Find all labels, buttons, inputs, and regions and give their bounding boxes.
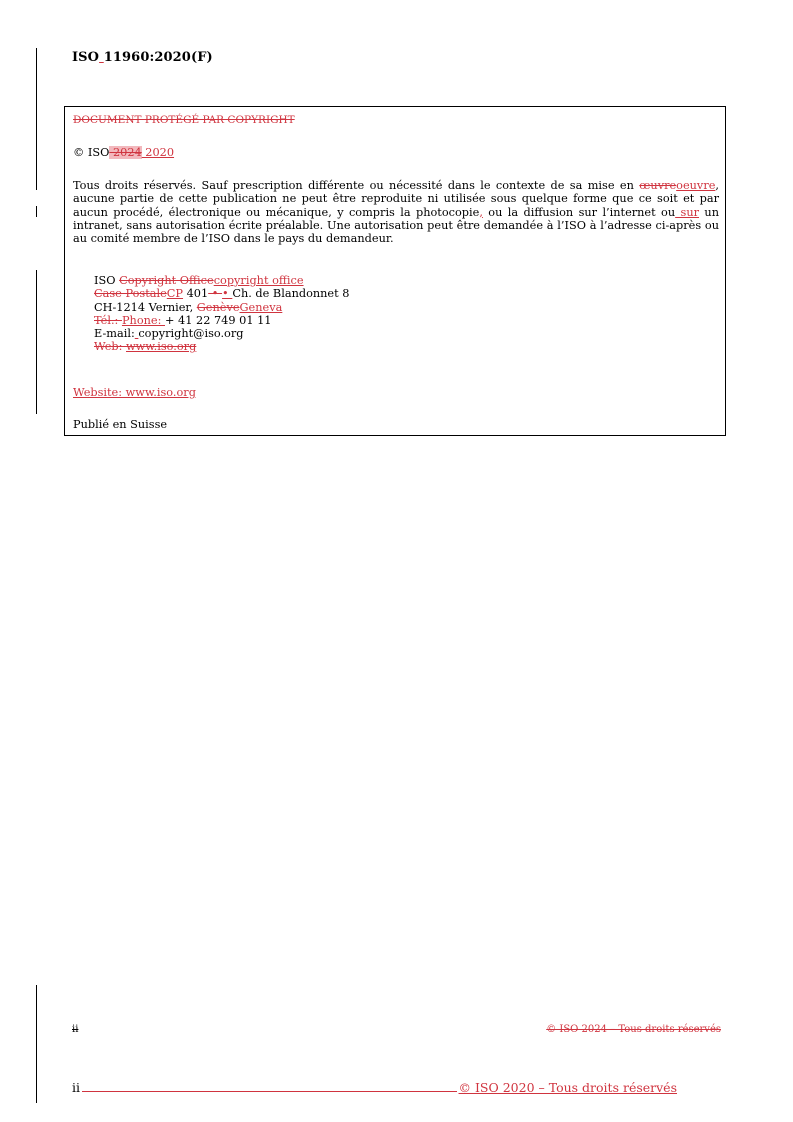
address-line-web: Web: www.iso.org: [94, 340, 197, 354]
footer-copyright-deleted: © ISO 2024 – Tous droits réservés: [546, 1024, 721, 1035]
change-bar: [36, 270, 37, 414]
footer-page-number-deleted: ii: [72, 1024, 79, 1035]
address-line-email: E-mail: copyright@iso.org: [94, 327, 244, 341]
footer-copyright: © ISO 2020 – Tous droits réservés: [458, 1080, 677, 1095]
footer-rule: [82, 1090, 457, 1092]
rights-paragraph: Tous droits réservés. Sauf prescription différente ou nécessité dans le contexte de sa mise en œuvreoeuvre, aucune partie de cette publication ne peut être reproduite ni utilisée sous quelque forme que ce soit et par aucun procédé, électronique ou mécanique, y compris la photocopie, ou la diffusion sur l’internet ou sur un intranet, sans autorisation écrite préalable. Une autorisation peut être demandée à l’ISO à l’adresse ci-après ou au comité membre de l’ISO dans le pays du demandeur.: [73, 179, 719, 246]
footer: [72, 1080, 677, 1095]
copyright-box: [64, 106, 726, 436]
web-link[interactable]: www.iso.org: [126, 340, 197, 354]
website-link[interactable]: Website: www.iso.org: [73, 386, 196, 399]
address-line-street: Case PostaleCP 401 • • Ch. de Blandonnet 8: [94, 287, 350, 301]
change-bar: [36, 206, 37, 217]
address-line-phone: Tél.: Phone: + 41 22 749 01 11: [94, 313, 272, 327]
change-bar: [36, 985, 37, 1103]
address-line-city: CH-1214 Vernier, GenèveGeneva: [94, 300, 283, 314]
copyright-box-title: DOCUMENT PROTÉGÉ PAR COPYRIGHT: [73, 114, 295, 126]
iso-address-block: [94, 274, 349, 354]
footer-page-number: ii: [72, 1080, 80, 1095]
copyright-line: © ISO 2024 2020: [73, 146, 175, 159]
address-line-office: ISO Copyright Officecopyright office: [94, 274, 304, 287]
change-bar: [36, 48, 37, 190]
document-header-title: ISO 11960:2020(F): [72, 50, 213, 65]
published-in: Publié en Suisse: [73, 418, 168, 431]
